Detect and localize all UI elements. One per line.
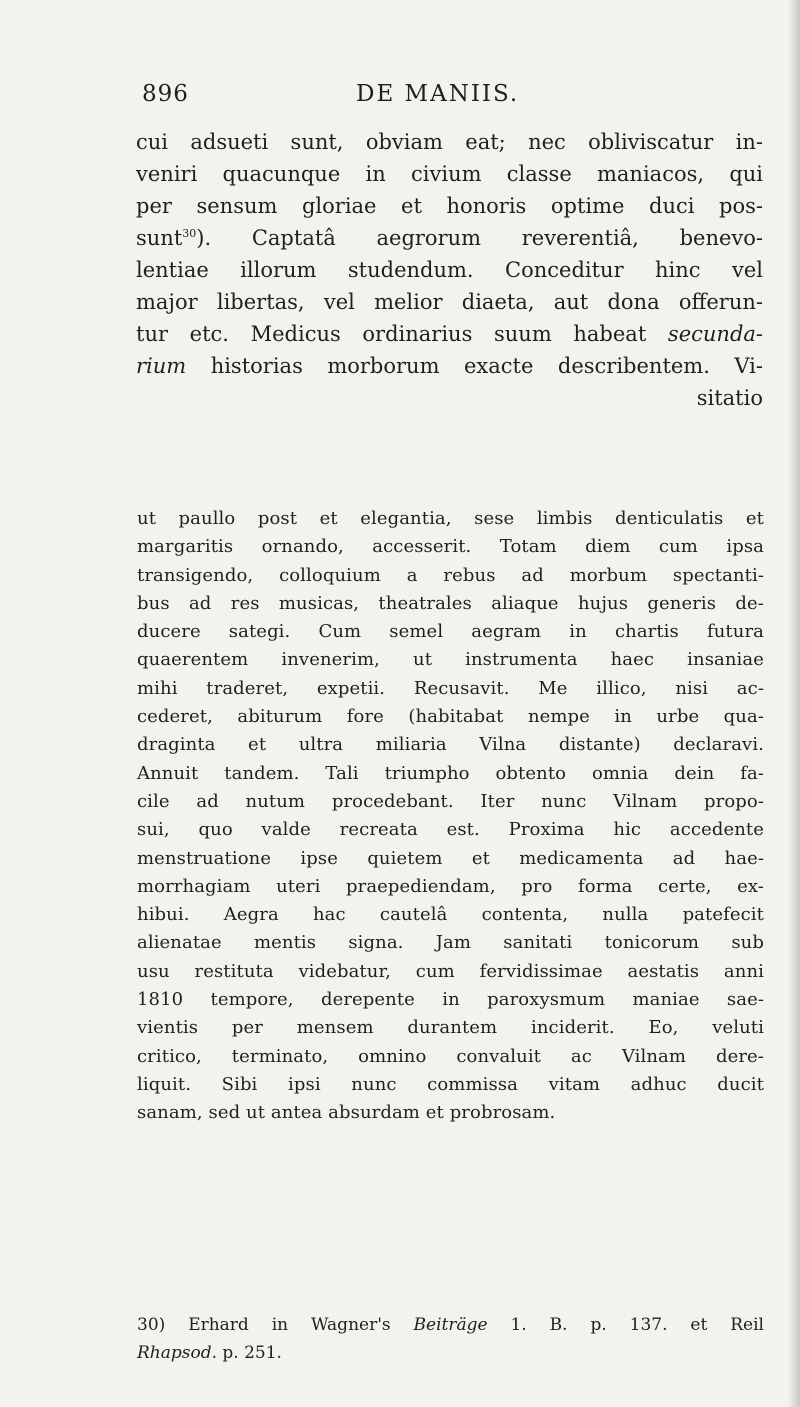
main-paragraph xyxy=(136,126,763,414)
case-line: cederet, abiturum fore (habitabat nempe in urbe qua- xyxy=(137,706,764,728)
case-line: ut paullo post et elegantia, sese limbis denticulatis et xyxy=(137,508,764,529)
case-line: menstruatione ipse quietem et medicamenta ad hae- xyxy=(137,847,764,869)
catchword-line: sitatio xyxy=(696,386,763,410)
page-header xyxy=(0,81,800,121)
footnote-reference: 30 xyxy=(182,227,197,240)
page-number: 896 xyxy=(142,81,189,107)
footnote-text: 30) Erhard in Wagner's xyxy=(137,1315,414,1335)
main-line xyxy=(136,222,763,254)
main-line: veniri quacunque in civium classe maniacos, qui xyxy=(136,162,763,186)
case-history-text xyxy=(137,505,764,1128)
main-line-text: tur etc. Medicus ordinarius suum habeat xyxy=(136,322,668,346)
footnote-title: Beiträge xyxy=(413,1315,488,1335)
italic-term: rium xyxy=(136,354,187,378)
case-line: ducere sategi. Cum semel aegram in chartis futura xyxy=(137,621,764,643)
footnote-text: p. 251. xyxy=(217,1343,282,1363)
case-line: margaritis ornando, accesserit. Totam diem cum ipsa xyxy=(137,536,764,558)
case-line: liquit. Sibi ipsi nunc commissa vitam adhuc ducit xyxy=(137,1073,764,1095)
case-line: draginta et ultra miliaria Vilna distante) declaravi. xyxy=(137,734,764,756)
footnote-text: 1. B. p. 137. et Reil xyxy=(487,1315,764,1335)
main-line: lentiae illorum studendum. Conceditur hinc vel xyxy=(136,258,763,282)
case-line: bus ad res musicas, theatrales aliaque hujus generis de- xyxy=(137,592,764,614)
italic-term: secunda- xyxy=(667,322,763,346)
running-title: DE MANIIS. xyxy=(356,81,520,107)
case-line: 1810 tempore, derepente in paroxysmum maniae sae- xyxy=(137,989,764,1011)
main-line xyxy=(136,318,763,350)
main-line: cui adsueti sunt, obviam eat; nec obliviscatur in- xyxy=(136,130,763,154)
main-line-text: historias morborum exacte describentem. Vi- xyxy=(186,354,763,378)
main-line: per sensum gloriae et honoris optime duci pos- xyxy=(136,194,763,218)
case-line: sui, quo valde recreata est. Proxima hic accedente xyxy=(137,819,764,841)
main-line-text: ). Captatâ aegrorum reverentiâ, benevo- xyxy=(196,226,763,250)
page-edge-shadow xyxy=(788,0,800,1407)
main-line-text: sunt xyxy=(136,226,183,250)
case-line: critico, terminato, omnino convaluit ac Vilnam dere- xyxy=(137,1045,764,1067)
main-line: major libertas, vel melior diaeta, aut dona offerun- xyxy=(136,290,763,314)
case-line: hibui. Aegra hac cautelâ contenta, nulla patefecit xyxy=(137,904,764,926)
case-line: mihi traderet, expetii. Recusavit. Me illico, nisi ac- xyxy=(137,677,764,699)
case-line: usu restituta videbatur, cum fervidissimae aestatis anni xyxy=(137,960,764,982)
case-line: quaerentem invenerim, ut instrumenta haec insaniae xyxy=(137,649,764,671)
case-line: Annuit tandem. Tali triumpho obtento omnia dein fa- xyxy=(137,762,764,784)
footnote-line xyxy=(137,1311,764,1339)
case-line: cile ad nutum procedebant. Iter nunc Vilnam propo- xyxy=(137,790,764,812)
main-line xyxy=(136,350,763,382)
footnote xyxy=(137,1311,764,1367)
case-line: sanam, sed ut antea absurdam et probrosam. xyxy=(137,1102,556,1124)
case-line: vientis per mensem durantem inciderit. Eo, veluti xyxy=(137,1017,764,1039)
footnote-title: Rhapsod. xyxy=(137,1343,218,1363)
footnote-line xyxy=(137,1339,764,1367)
case-line: transigendo, colloquium a rebus ad morbum spectanti- xyxy=(137,564,764,586)
case-line: alienatae mentis signa. Jam sanitati tonicorum sub xyxy=(137,932,764,954)
case-line: morrhagiam uteri praepediendam, pro forma certe, ex- xyxy=(137,875,764,897)
